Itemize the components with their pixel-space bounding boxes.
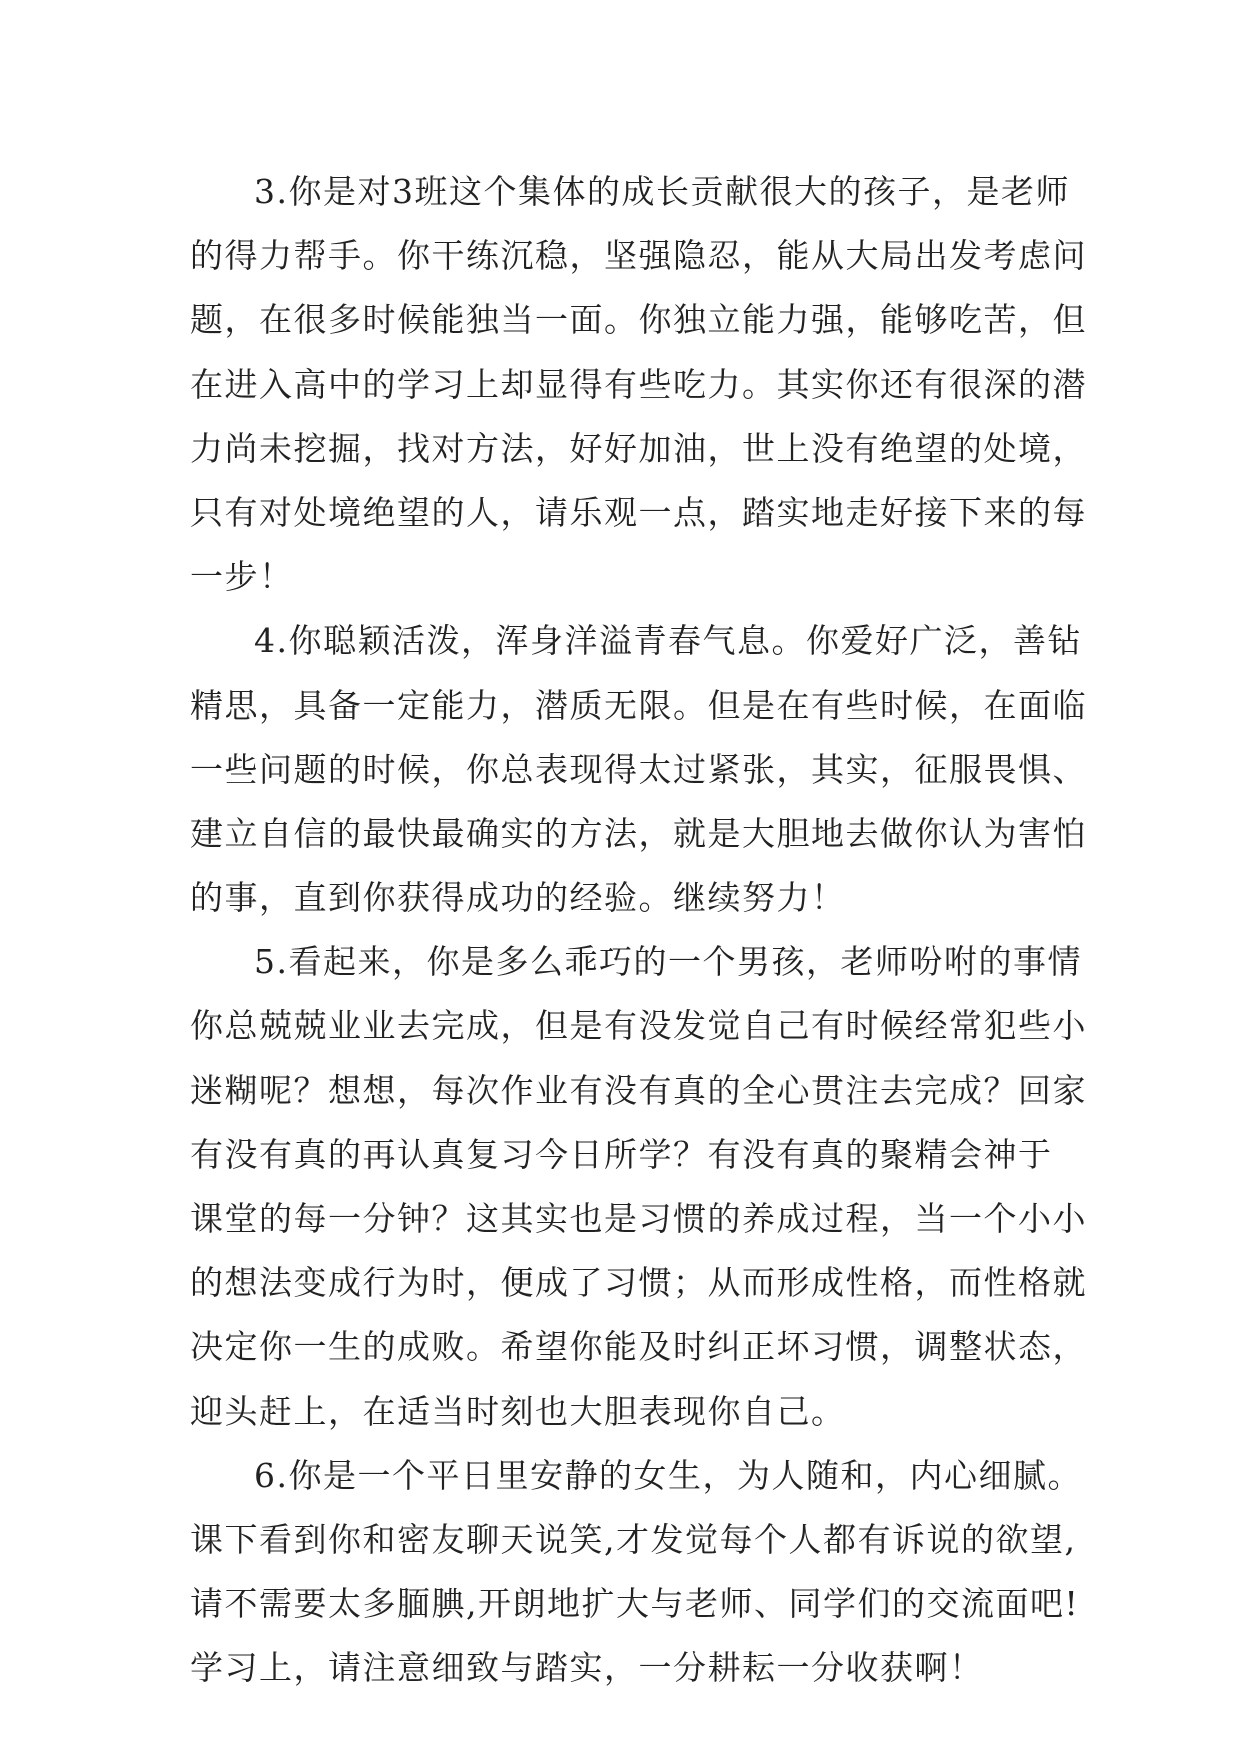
text-line: 迎头赶上，在适当时刻也大胆表现你自己。 bbox=[190, 1391, 846, 1431]
document-page bbox=[190, 160, 1087, 1701]
text-line: 3.你是对3班这个集体的成长贡献很大的孩子，是老师 bbox=[254, 172, 1070, 211]
text-line: 4.你聪颖活泼，浑身洋溢青春气息。你爱好广泛，善钻 bbox=[254, 621, 1082, 661]
text-line: 你总兢兢业业去完成，但是有没发觉自己有时候经常犯些小 bbox=[190, 1006, 1087, 1046]
text-line: 6.你是一个平日里安静的女生，为人随和，内心细腻。 bbox=[254, 1455, 1082, 1495]
text-line: 只有对处境绝望的人，请乐观一点，踏实地走好接下来的每 bbox=[190, 492, 1087, 532]
text-line: 迷糊呢？想想，每次作业有没有真的全心贯注去完成？回家 bbox=[190, 1070, 1087, 1110]
text-line: 的得力帮手。你干练沉稳，坚强隐忍，能从大局出发考虑问 bbox=[190, 236, 1087, 276]
text-line: 力尚未挖掘，找对方法，好好加油，世上没有绝望的处境， bbox=[190, 428, 1087, 468]
paragraph-6 bbox=[190, 1444, 1082, 1701]
paragraph-3 bbox=[190, 160, 1087, 609]
text-line: 学习上，请注意细致与踏实，一分耕耘一分收获啊！ bbox=[190, 1648, 984, 1688]
text-line: 题，在很多时候能独当一面。你独立能力强，能够吃苦，但 bbox=[190, 300, 1087, 340]
text-line: 一步！ bbox=[190, 557, 294, 597]
paragraph-4 bbox=[190, 609, 1087, 930]
text-line: 一些问题的时候，你总表现得太过紧张，其实，征服畏惧、 bbox=[190, 749, 1087, 789]
text-line: 建立自信的最快最确实的方法，就是大胆地去做你认为害怕 bbox=[190, 813, 1087, 853]
text-line: 请不需要太多腼腆,开朗地扩大与老师、同学们的交流面吧! bbox=[190, 1584, 1080, 1624]
text-line: 课下看到你和密友聊天说笑,才发觉每个人都有诉说的欲望, bbox=[190, 1519, 1077, 1559]
paragraph-5 bbox=[190, 930, 1087, 1444]
text-line: 决定你一生的成败。希望你能及时纠正坏习惯，调整状态， bbox=[190, 1327, 1087, 1367]
text-line: 的想法变成行为时，便成了习惯；从而形成性格，而性格就 bbox=[190, 1263, 1087, 1303]
text-line: 的事，直到你获得成功的经验。继续努力！ bbox=[190, 878, 846, 918]
text-line: 5.看起来，你是多么乖巧的一个男孩，老师吩咐的事情 bbox=[254, 942, 1082, 982]
text-line: 有没有真的再认真复习今日所学？有没有真的聚精会神于 bbox=[190, 1134, 1053, 1174]
text-line: 在进入高中的学习上却显得有些吃力。其实你还有很深的潜 bbox=[190, 364, 1087, 404]
text-line: 课堂的每一分钟？这其实也是习惯的养成过程，当一个小小 bbox=[190, 1199, 1087, 1238]
text-line: 精思，具备一定能力，潜质无限。但是在有些时候，在面临 bbox=[190, 685, 1087, 725]
